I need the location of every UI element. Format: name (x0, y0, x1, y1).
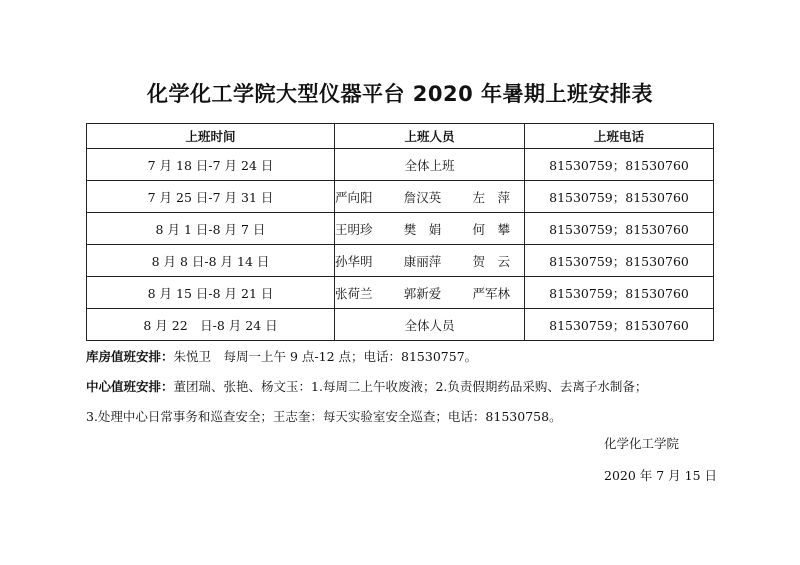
cell-phone: 81530759；81530760 (525, 181, 714, 213)
staff-name: 全体人员 (404, 317, 455, 333)
warehouse-duty-text: 朱悦卫 每周一上午 9 点-12 点；电话：81530757。 (173, 349, 478, 364)
staff-name: 何 攀 (472, 221, 510, 237)
header-time: 上班时间 (87, 124, 335, 149)
staff-name: 左 萍 (472, 189, 510, 205)
cell-time: 7 月 25 日-7 月 31 日 (87, 181, 335, 213)
cell-phone: 81530759；81530760 (525, 277, 714, 309)
schedule-table-header (87, 124, 714, 149)
center-duty-continuation: 3.处理中心日常事务和巡查安全；王志奎：每天实验室安全巡查；电话：81530758。 (86, 409, 562, 424)
schedule-table (86, 123, 714, 341)
cell-staff (335, 149, 525, 181)
warehouse-duty-label: 库房值班安排： (86, 349, 174, 364)
signature-org: 化学化工学院 (604, 436, 680, 451)
staff-name: 康丽萍 (403, 253, 442, 269)
warehouse-duty-line (86, 342, 726, 372)
table-row (87, 181, 714, 213)
header-row (87, 124, 714, 149)
cell-time: 7 月 18 日-7 月 24 日 (87, 149, 335, 181)
cell-phone: 81530759；81530760 (525, 213, 714, 245)
cell-staff (335, 245, 525, 277)
staff-name: 孙华明 (335, 253, 373, 269)
cell-staff (335, 181, 525, 213)
center-duty-line (86, 372, 726, 402)
cell-time: 8 月 1 日-8 月 7 日 (87, 213, 335, 245)
center-duty-label: 中心值班安排： (86, 379, 174, 394)
staff-name: 郭新爱 (403, 285, 442, 301)
table-row (87, 149, 714, 181)
staff-name: 贺 云 (472, 253, 510, 269)
cell-phone: 81530759；81530760 (525, 149, 714, 181)
cell-staff (335, 277, 525, 309)
staff-name: 严军林 (472, 285, 510, 301)
table-row (87, 309, 714, 341)
staff-name: 樊 娟 (403, 221, 442, 237)
table-row (87, 245, 714, 277)
schedule-table-body (87, 149, 714, 341)
cell-staff (335, 309, 525, 341)
duty-notes (86, 342, 726, 432)
cell-time: 8 月 8 日-8 月 14 日 (87, 245, 335, 277)
table-row (87, 277, 714, 309)
staff-name: 全体上班 (404, 157, 455, 173)
staff-name: 张荷兰 (335, 285, 373, 301)
cell-phone: 81530759；81530760 (525, 309, 714, 341)
cell-phone: 81530759；81530760 (525, 245, 714, 277)
signature-date: 2020 年 7 月 15 日 (604, 468, 718, 483)
table-row (87, 213, 714, 245)
document-title: 化学化工学院大型仪器平台 2020 年暑期上班安排表 (146, 82, 654, 106)
cell-staff (335, 213, 525, 245)
cell-time: 8 月 22 日-8 月 24 日 (87, 309, 335, 341)
cell-time: 8 月 15 日-8 月 21 日 (87, 277, 335, 309)
staff-name: 严向阳 (335, 189, 373, 205)
staff-name: 王明珍 (335, 221, 373, 237)
staff-name: 詹汉英 (403, 189, 442, 205)
header-phone: 上班电话 (525, 124, 714, 149)
center-duty-text: 董团瑞、张艳、杨文玉：1.每周二上午收废液；2.负责假期药品采购、去离子水制备； (173, 379, 648, 394)
header-staff: 上班人员 (335, 124, 525, 149)
